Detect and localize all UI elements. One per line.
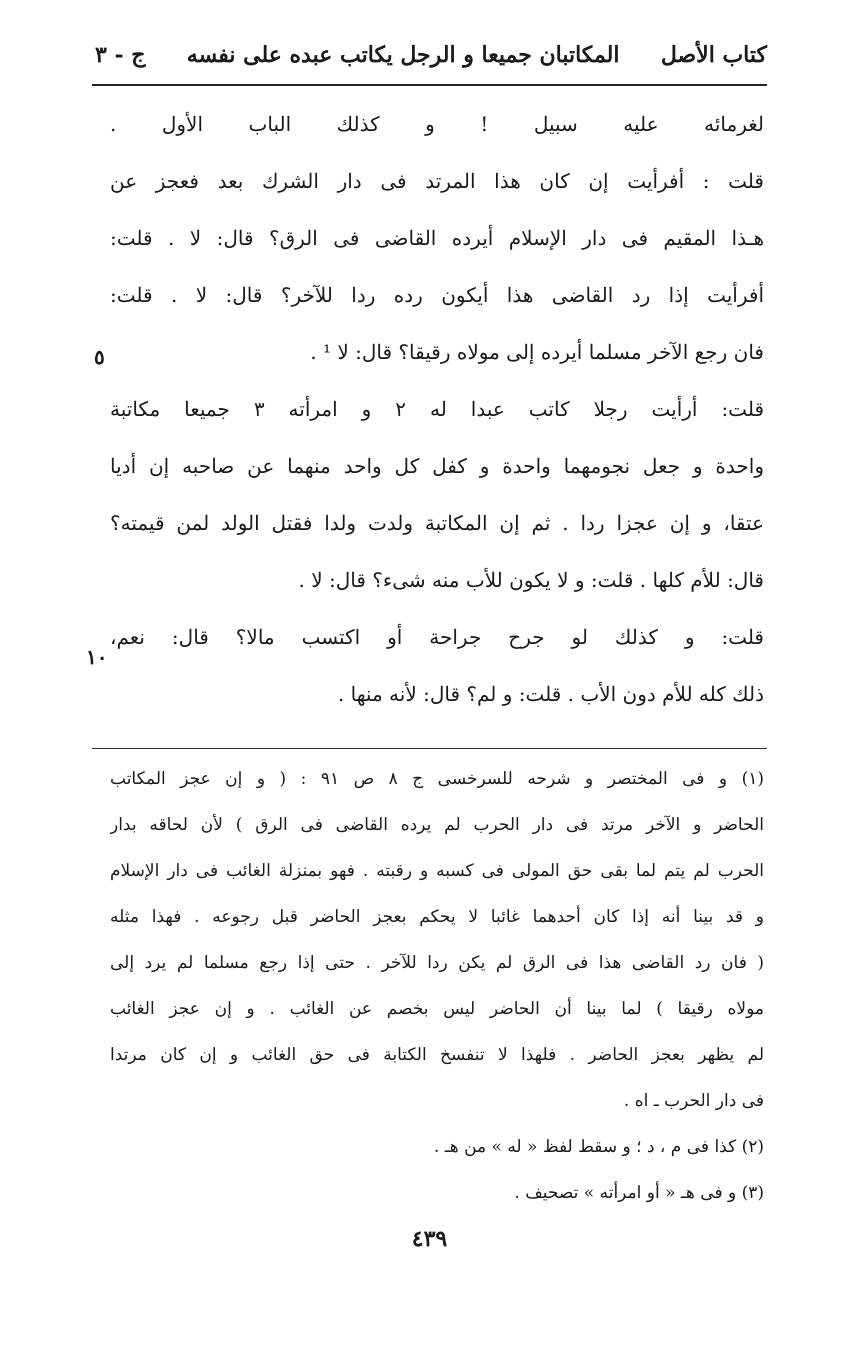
text-line: قلت: أرأيت رجلا كاتب عبدا له ٢ و امرأته ٣ جميعا مكاتبة: [110, 397, 764, 421]
footnotes: [110, 756, 764, 1216]
text-line: فان رجع الآخر مسلما أيرده إلى مولاه رقيقا؟ قال: لا ¹ .: [310, 340, 764, 364]
header-rule: [92, 84, 767, 86]
running-header: [95, 30, 767, 80]
line-number-5: ٥: [94, 345, 105, 369]
text-line: قلت : أفرأيت إن كان هذا المرتد فى دار الشرك بعد فعجز عن: [110, 169, 764, 193]
footnote-line: لم يظهر بعجز الحاضر . فلهذا لا تنفسخ الكتابة فى حق الغائب و إن كان مرتدا: [110, 1045, 764, 1065]
book-title: كتاب الأصل: [660, 42, 767, 68]
chapter-title: المكاتبان جميعا و الرجل يكاتب عبده على نفسه: [186, 42, 620, 68]
footnote-line: الحرب لم يتم لما بقى حق المولى فى كسبه و رقبته . فهو بمنزلة الغائب فى دار الإسلام: [110, 861, 764, 881]
volume-number: ج - ٣: [95, 42, 146, 68]
text-line: أفرأيت إذا رد القاضى هذا أيكون رده ردا للآخر؟ قال: لا . قلت:: [110, 283, 764, 307]
text-line: قال: للأم كلها . قلت: و لا يكون للأب منه شىء؟ قال: لا .: [298, 568, 764, 592]
line-number-10: ١٠: [86, 645, 108, 669]
footnote-line: (٢) كذا فى م ، د ؛ و سقط لفظ « له » من هـ .: [433, 1137, 764, 1157]
footnote-line: الحاضر و الآخر مرتد فى دار الحرب لم يرده القاضى فى الرق ) لأن لحاقه بدار: [110, 815, 764, 835]
footnote-line: مولاه رقيقا ) لما بينا أن الحاضر ليس بخصم عن الغائب . و إن عجز الغائب: [110, 999, 764, 1019]
page-number: ٤٣٩: [411, 1226, 448, 1252]
text-line: واحدة و جعل نجومهما واحدة و كفل كل واحد منهما عن صاحبه إن أديا: [110, 454, 764, 478]
footnote-rule: [92, 748, 767, 749]
footnote-line: ( فان رد القاضى هذا فى الرق لم يكن ردا للآخر . حتى إذا رجع مسلما لم يرد إلى: [110, 953, 764, 973]
footnote-line: و قد بينا أنه إذا كان أحدهما غائبا لا يحكم بعجز الحاضر قبل رجوعه . فهذا مثله: [110, 907, 764, 927]
footnote-line: (٣) و فى هـ « أو امرأته » تصحيف .: [514, 1183, 764, 1203]
footnote-line: (١) و فى المختصر و شرحه للسرخسى ج ٨ ص ٩١ : ( و إن عجز المكاتب: [110, 769, 764, 789]
main-text: [110, 96, 764, 723]
text-line: ذلك كله للأم دون الأب . قلت: و لم؟ قال: لأنه منها .: [337, 682, 764, 706]
text-line: لغرمائه عليه سبيل ! و كذلك الباب الأول .: [110, 112, 764, 136]
text-line: قلت: و كذلك لو جرح جراحة أو اكتسب مالا؟ قال: نعم،: [110, 625, 764, 649]
footnote-line: فى دار الحرب ـ اه .: [623, 1091, 764, 1111]
text-line: عتقا، و إن عجزا ردا . ثم إن المكاتبة ولدت ولدا فقتل الولد لمن قيمته؟: [110, 511, 764, 535]
text-line: هـذا المقيم فى دار الإسلام أيرده القاضى فى الرق؟ قال: لا . قلت:: [110, 226, 764, 250]
